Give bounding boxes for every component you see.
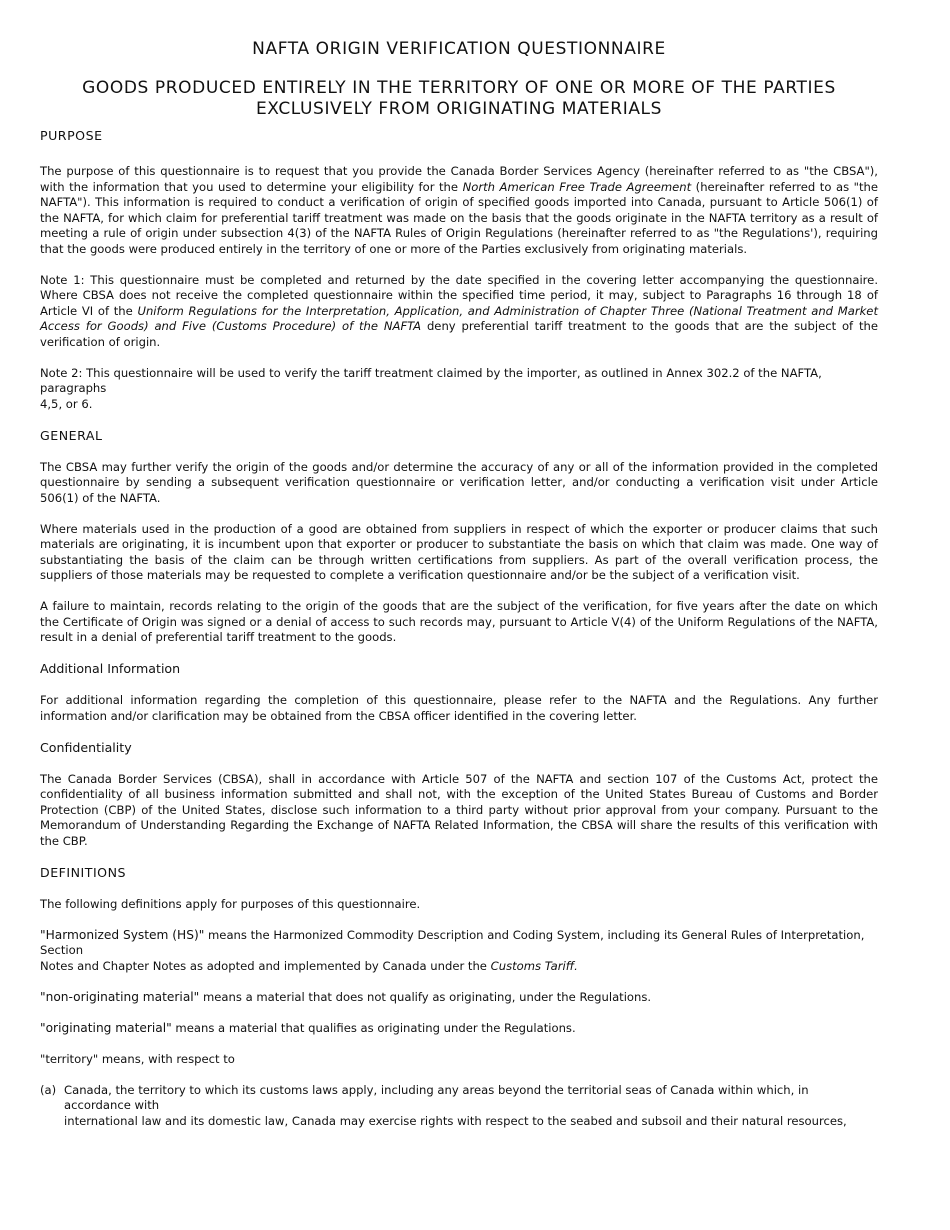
note-2-line-1: Note 2: This questionnaire will be used to verify the tariff treatment claimed by the importer, as outlined in Annex 302.2 of the NAFTA, paragraphs (40, 365, 822, 395)
subtitle-line-1: GOODS PRODUCED ENTIRELY IN THE TERRITORY OF ONE OR MORE OF THE PARTIES (82, 78, 836, 98)
note-2-paragraph (40, 366, 878, 413)
definition-non-originating (40, 990, 878, 1006)
definition-term-originating: "originating material" (40, 1020, 172, 1035)
purpose-paragraph (40, 164, 878, 257)
general-paragraph-3: A failure to maintain, records relating to the origin of the goods that are the subject of the verification, for five years after the date on which the Certificate of Origin was signed or a denial of access to such records may, pursuant to Article V(4) of the Uniform Regulations of the NAFTA, result in a denial of preferential tariff treatment to the goods. (40, 599, 878, 644)
definition-term-hs: "Harmonized System (HS)" (40, 927, 205, 942)
definition-originating (40, 1021, 878, 1037)
document-title: NAFTA ORIGIN VERIFICATION QUESTIONNAIRE (252, 39, 666, 59)
territory-item-a-line-2: international law and its domestic law, Canada may exercise rights with respect to the seabed and subsoil and their natural resources, (64, 1113, 847, 1128)
definition-text-hs-1: means the Harmonized Commodity Description and Coding System, including its General Rules of Interpretation, Section (40, 927, 865, 957)
definition-text-hs-2: Notes and Chapter Notes as adopted and implemented by Canada under the (40, 958, 491, 973)
document-page (40, 38, 878, 1129)
purpose-text-b: (hereinafter referred to as "the NAFTA"). This information is required to conduct a verification of origin of specified goods imported into Canada, pursuant to Article 506(1) of the NAFTA, for which claim for preferential tariff treatment was made on the basis that the goods originate in the NAFTA territory as a result of meeting a rule of origin under subsection 4(3) of the NAFTA Rules of Origin Regulations (hereinafter referred to as "the Regulations'), requiring that the goods were produced entirely in the territory of one or more of the Parties exclusively from originating materials. (40, 179, 878, 256)
note-2-line-2: 4,5, or 6. (40, 396, 93, 411)
definition-text-originating: means a material that qualifies as originating under the Regulations. (171, 1020, 576, 1035)
document-subtitle (40, 78, 878, 120)
definition-term-non-originating: "non-originating material" (40, 989, 200, 1004)
note-1-text-italic: Uniform Regulations for the Interpretation, Application, and Administration of Chapter Three (National Treatment and Market Access for Goods) and Five (Customs Procedure) of the NAFTA (40, 303, 878, 333)
purpose-heading: PURPOSE (40, 128, 103, 143)
note-1-paragraph (40, 273, 878, 351)
general-heading: GENERAL (40, 427, 103, 443)
note-1-text-b: deny preferential tariff treatment to the goods that are the subject of the verification of origin. (40, 319, 879, 349)
definition-territory: "territory" means, with respect to (40, 1051, 235, 1066)
confidentiality-heading: Confidentiality (40, 739, 132, 755)
purpose-text-italic: North American Free Trade Agreement (462, 179, 692, 194)
definition-harmonized-system (40, 928, 878, 975)
general-paragraph-1: The CBSA may further verify the origin of the goods and/or determine the accuracy of any or all of the information provided in the completed questionnaire by sending a subsequent verification questionnaire or verification letter, and/or conducting a verification visit under Article 506(1) of the NAFTA. (40, 459, 878, 505)
note-1-text-a: Note 1: This questionnaire must be completed and returned by the date specified in the covering letter accompanying the questionnaire. Where CBSA does not receive the completed questionnaire within the specified time period, it may, subject to Paragraphs 16 through 18 of Article VI of the (40, 272, 878, 318)
additional-information-paragraph: For additional information regarding the completion of this questionnaire, please refer to the NAFTA and the Regulations. Any further information and/or clarification may be obtained from the CBSA officer identified in the covering letter. (40, 693, 878, 723)
definition-text-non-originating: means a material that does not qualify as originating, under the Regulations. (199, 989, 652, 1004)
territory-item-a-line-1: Canada, the territory to which its customs laws apply, including any areas beyond the territorial seas of Canada within which, in accordance with (64, 1082, 809, 1112)
territory-item-a-label: (a) (40, 1082, 57, 1097)
general-paragraph-2: Where materials used in the production of a good are obtained from suppliers in respect of which the exporter or producer claims that such materials are originating, it is incumbent upon that exporter or producer to substantiate the basis on which that claim was made. One way of substantiating the basis of the claim can be through written certifications from suppliers. As part of the overall verification process, the suppliers of those materials may be requested to complete a verification questionnaire and/or be the subject of a verification visit. (40, 521, 878, 582)
definitions-heading: DEFINITIONS (40, 864, 126, 880)
subtitle-line-2: EXCLUSIVELY FROM ORIGINATING MATERIALS (255, 99, 663, 119)
definition-text-hs-italic: Customs Tariff. (490, 958, 578, 973)
confidentiality-paragraph: The Canada Border Services (CBSA), shall in accordance with Article 507 of the NAFTA and section 107 of the Customs Act, protect the confidentiality of all business information submitted and shall not, with the exception of the United States Bureau of Customs and Border Protection (CBP) of the United States, disclose such information to a third party without prior approval from your company. Pursuant to the Memorandum of Understanding Regarding the Exchange of NAFTA Related Information, the CBSA will share the results of this verification with the CBP. (40, 771, 878, 848)
territory-item-a (40, 1083, 878, 1130)
definitions-intro: The following definitions apply for purposes of this questionnaire. (40, 896, 421, 911)
purpose-text-a: The purpose of this questionnaire is to request that you provide the Canada Border Services Agency (hereinafter referred to as "the CBSA"), with the information that you used to determine your eligibility for the (40, 164, 878, 194)
additional-information-heading: Additional Information (40, 661, 181, 676)
